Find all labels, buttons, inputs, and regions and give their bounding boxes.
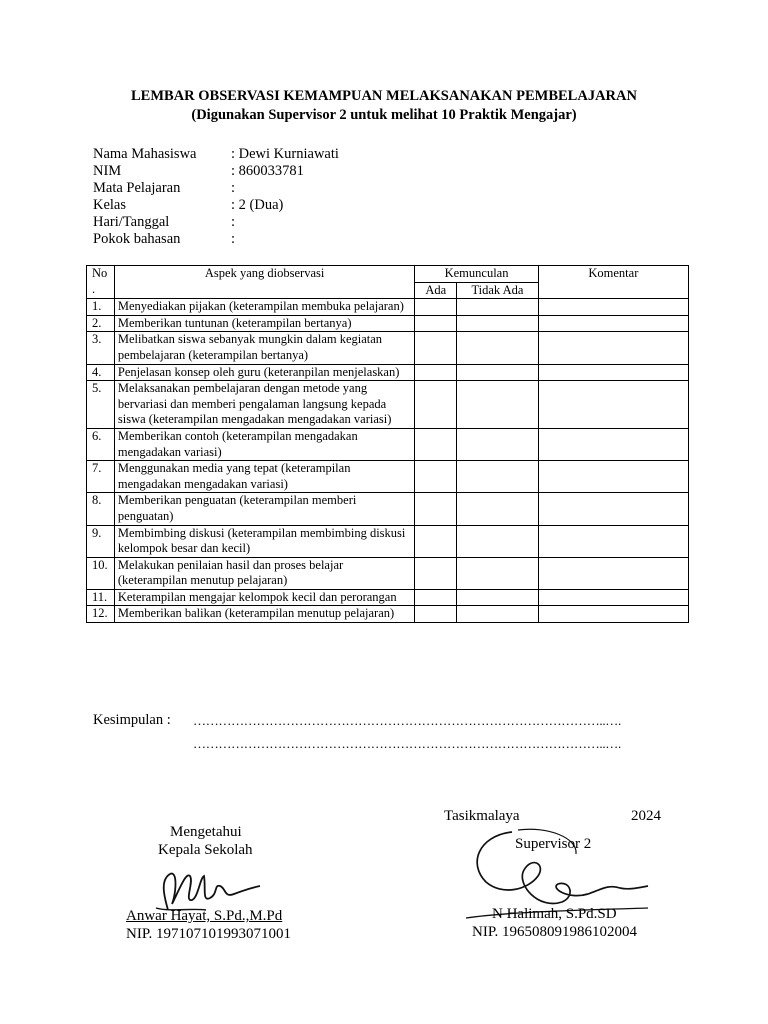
- header-ada: Ada: [415, 282, 457, 299]
- ada-cell[interactable]: [415, 525, 457, 557]
- ada-cell[interactable]: [415, 428, 457, 460]
- row-aspect: Memberikan contoh (keterampilan mengadakan mengadakan variasi): [114, 428, 414, 460]
- document-title: LEMBAR OBSERVASI KEMAMPUAN MELAKSANAKAN PEMBELAJARAN: [131, 88, 637, 104]
- row-number: 1.: [87, 299, 115, 316]
- header-no: No .: [87, 266, 115, 299]
- document-subtitle: (Digunakan Supervisor 2 untuk melihat 10 Praktik Mengajar): [191, 107, 577, 123]
- table-row: [87, 525, 689, 557]
- header-kemunculan: Kemunculan: [415, 266, 538, 283]
- sig-left-line2: Kepala Sekolah: [158, 842, 253, 858]
- row-aspect: Memberikan balikan (keterampilan menutup pelajaran): [114, 606, 414, 623]
- table-row: [87, 381, 689, 429]
- table-row: [87, 299, 689, 316]
- tidak-ada-cell[interactable]: [457, 315, 539, 332]
- row-number: 11.: [87, 589, 115, 606]
- info-label: Mata Pelajaran: [93, 180, 181, 196]
- sig-right-nip: NIP. 196508091986102004: [472, 924, 638, 940]
- sig-left-line1: Mengetahui: [170, 824, 242, 840]
- tidak-ada-cell[interactable]: [457, 364, 539, 381]
- header-aspek: Aspek yang diobservasi: [114, 266, 414, 299]
- table-row: [87, 364, 689, 381]
- supervisor-signature-block: [428, 800, 678, 950]
- table-row: [87, 493, 689, 525]
- row-aspect: Melibatkan siswa sebanyak mungkin dalam kegiatan pembelajaran (keterampilan bertanya): [114, 332, 414, 364]
- komentar-cell[interactable]: [538, 364, 688, 381]
- row-aspect: Menggunakan media yang tepat (keterampilan mengadakan mengadakan variasi): [114, 461, 414, 493]
- komentar-cell[interactable]: [538, 299, 688, 316]
- tidak-ada-cell[interactable]: [457, 332, 539, 364]
- tidak-ada-cell[interactable]: [457, 493, 539, 525]
- row-number: 7.: [87, 461, 115, 493]
- table-row: [87, 332, 689, 364]
- komentar-cell[interactable]: [538, 606, 688, 623]
- info-row-topic: [93, 231, 339, 248]
- info-label: Nama Mahasiswa: [93, 146, 197, 162]
- ada-cell[interactable]: [415, 557, 457, 589]
- komentar-cell[interactable]: [538, 332, 688, 364]
- row-number: 8.: [87, 493, 115, 525]
- table-row: [87, 428, 689, 460]
- row-aspect: Memberikan tuntunan (keterampilan bertanya): [114, 315, 414, 332]
- tidak-ada-cell[interactable]: [457, 589, 539, 606]
- student-info: [93, 146, 339, 248]
- headmaster-signature-block: [92, 812, 314, 952]
- komentar-cell[interactable]: [538, 493, 688, 525]
- info-value: :: [231, 214, 236, 230]
- ada-cell[interactable]: [415, 381, 457, 429]
- row-number: 10.: [87, 557, 115, 589]
- sig-left-nip: NIP. 197107101993071001: [126, 926, 292, 942]
- kesimpulan-label: Kesimpulan :: [93, 712, 171, 728]
- table-header-row: [87, 266, 689, 283]
- ada-cell[interactable]: [415, 299, 457, 316]
- table-row: [87, 315, 689, 332]
- row-aspect: Menyediakan pijakan (keterampilan membuka pelajaran): [114, 299, 414, 316]
- info-row-date: [93, 214, 339, 231]
- tidak-ada-cell[interactable]: [457, 381, 539, 429]
- info-row-class: [93, 197, 339, 214]
- info-label: NIM: [93, 163, 122, 179]
- ada-cell[interactable]: [415, 332, 457, 364]
- table-row: [87, 606, 689, 623]
- tidak-ada-cell[interactable]: [457, 428, 539, 460]
- info-value: : Dewi Kurniawati: [231, 146, 339, 162]
- header-tidak-ada: Tidak Ada: [457, 282, 539, 299]
- info-label: Kelas: [93, 197, 127, 213]
- row-aspect: Melakukan penilaian hasil dan proses belajar (keterampilan menutup pelajaran): [114, 557, 414, 589]
- row-number: 2.: [87, 315, 115, 332]
- info-value: : 860033781: [231, 163, 304, 179]
- ada-cell[interactable]: [415, 364, 457, 381]
- sig-right-place: Tasikmalaya: [444, 808, 520, 824]
- row-number: 5.: [87, 381, 115, 429]
- ada-cell[interactable]: [415, 589, 457, 606]
- sig-right-role: Supervisor 2: [515, 836, 592, 852]
- row-number: 3.: [87, 332, 115, 364]
- tidak-ada-cell[interactable]: [457, 461, 539, 493]
- row-number: 12.: [87, 606, 115, 623]
- ada-cell[interactable]: [415, 606, 457, 623]
- row-number: 4.: [87, 364, 115, 381]
- sig-right-name: N Halimah, S.Pd.SD: [492, 906, 617, 922]
- komentar-cell[interactable]: [538, 557, 688, 589]
- tidak-ada-cell[interactable]: [457, 606, 539, 623]
- table-row: [87, 589, 689, 606]
- row-aspect: Membimbing diskusi (keterampilan membimbing diskusi kelompok besar dan kecil): [114, 525, 414, 557]
- tidak-ada-cell[interactable]: [457, 525, 539, 557]
- row-aspect: Melaksanakan pembelajaran dengan metode yang bervariasi dan memberi pengalaman langsung kepada siswa (keterampilan mengadakan mengadakan variasi): [114, 381, 414, 429]
- info-row-subject: [93, 180, 339, 197]
- row-aspect: Memberikan penguatan (keterampilan memberi penguatan): [114, 493, 414, 525]
- info-value: :: [231, 180, 236, 196]
- info-value: : 2 (Dua): [231, 197, 284, 213]
- info-row-name: [93, 146, 339, 163]
- komentar-cell[interactable]: [538, 428, 688, 460]
- sig-right-year: 2024: [631, 808, 661, 824]
- info-row-nim: [93, 163, 339, 180]
- sig-left-name: Anwar Hayat, S.Pd.,M.Pd: [126, 908, 283, 924]
- row-number: 9.: [87, 525, 115, 557]
- header-komentar: Komentar: [538, 266, 688, 299]
- row-aspect: Keterampilan mengajar kelompok kecil dan perorangan: [114, 589, 414, 606]
- komentar-cell[interactable]: [538, 589, 688, 606]
- komentar-cell[interactable]: [538, 461, 688, 493]
- tidak-ada-cell[interactable]: [457, 299, 539, 316]
- ada-cell[interactable]: [415, 315, 457, 332]
- observation-table: [86, 265, 689, 623]
- tidak-ada-cell[interactable]: [457, 557, 539, 589]
- komentar-cell[interactable]: [538, 525, 688, 557]
- ada-cell[interactable]: [415, 461, 457, 493]
- row-number: 6.: [87, 428, 115, 460]
- info-label: Pokok bahasan: [93, 231, 181, 247]
- table-row: [87, 557, 689, 589]
- ada-cell[interactable]: [415, 493, 457, 525]
- kesimpulan-line-2: ……………………………………………………………………………………..….: [193, 736, 621, 751]
- table-row: [87, 461, 689, 493]
- info-value: :: [231, 231, 236, 247]
- kesimpulan-line-1: ……………………………………………………………………………………..….: [193, 713, 621, 728]
- komentar-cell[interactable]: [538, 315, 688, 332]
- info-label: Hari/Tanggal: [93, 214, 170, 230]
- komentar-cell[interactable]: [538, 381, 688, 429]
- row-aspect: Penjelasan konsep oleh guru (keteranpilan menjelaskan): [114, 364, 414, 381]
